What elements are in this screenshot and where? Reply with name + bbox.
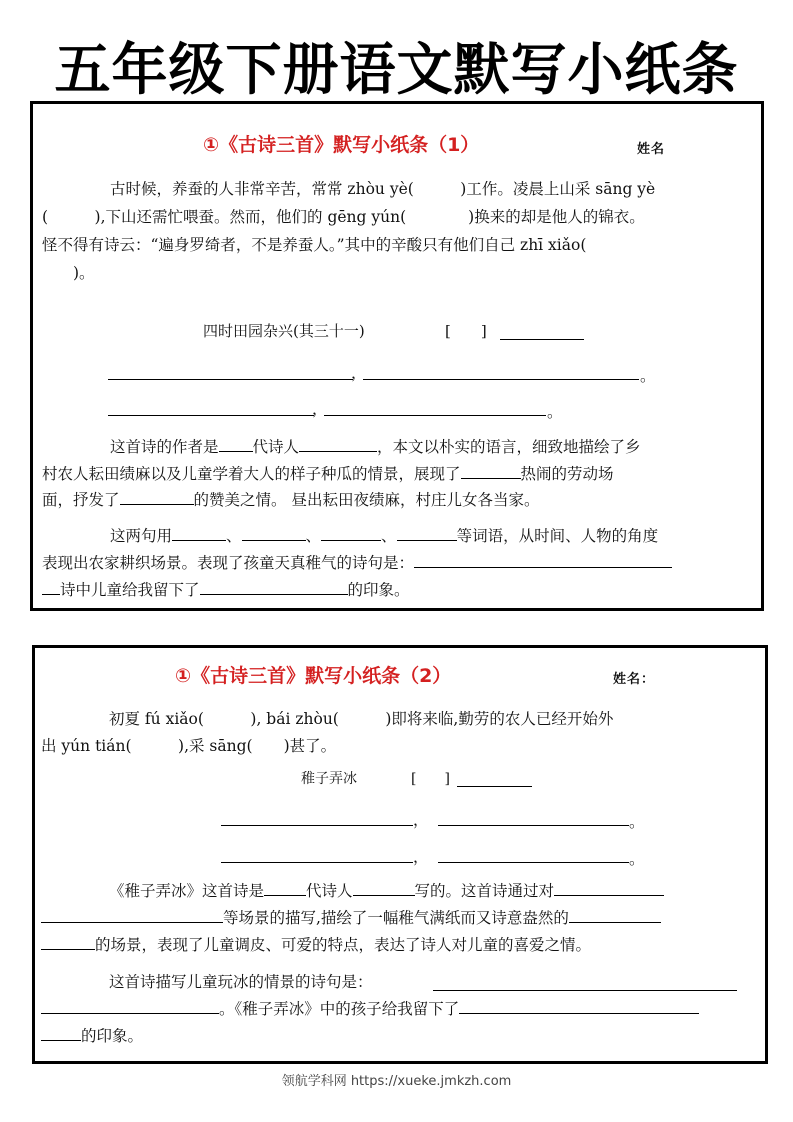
answer-blank[interactable] [41,1023,81,1041]
question-line [41,1022,143,1050]
footer-source: 领航学科网 https://xueke.jmkzh.com [281,1074,512,1089]
question-text: 面，抒发了 [42,491,120,509]
author-bracket: [ ] [411,771,450,787]
question-text: 等场景的描写,描绘了一幅稚气满纸而又诗意盎然的 [223,909,569,927]
passage-line: 古时候，养蚕的人非常辛苦，常常 zhòu yè( )工作。凌晨上山采 sāng yè [110,180,656,198]
question-line [42,486,539,514]
question-text: 的赞美之情。 昼出耘田夜绩麻，村庄儿女各当家。 [193,491,540,509]
period: 。 [547,403,563,421]
poem-line-blank[interactable] [108,415,314,416]
answer-blank[interactable] [459,996,699,1014]
dynasty-blank[interactable] [219,434,253,452]
period: 。 [629,813,645,831]
question-line [42,549,672,577]
answer-blank[interactable] [321,523,381,541]
passage-line: 初夏 fú xiǎo( ), bái zhòu( )即将来临,勤劳的农人已经开始外 [109,710,614,728]
poem-line-blank[interactable] [221,862,413,863]
answer-blank[interactable] [242,523,306,541]
question-line [109,968,373,996]
answer-blank[interactable] [414,550,672,568]
answer-blank[interactable] [397,523,457,541]
answer-blank[interactable] [41,996,219,1014]
author-blank[interactable] [457,786,532,787]
question-text: 表现出农家耕织场景。表现了孩童天真稚气的诗句是： [42,554,415,572]
poem-title: 四时田园杂兴(其三十一) [203,322,365,340]
answer-blank[interactable] [41,905,223,923]
poem-line-blank[interactable] [438,862,629,863]
question-text: 热闹的劳动场 [520,465,614,483]
question-text: 这首诗描写儿童玩冰的情景的诗句是： [109,973,373,991]
card-title: ①《古诗三首》默写小纸条（2） [175,665,452,687]
question-text: 村农人耘田绩麻以及儿童学着大人的样子种瓜的情景，展现了 [42,465,461,483]
question-text: 诗中儿童给我留下了 [60,581,200,599]
answer-blank[interactable] [42,577,60,595]
passage-line: ( ),下山还需忙喂蚕。然而，他们的 gēng yún( )换来的却是他人的锦衣。 [42,208,645,226]
page-title: 五年级下册语文默写小纸条 [54,38,739,103]
separator: 、 [226,527,242,545]
question-line [41,904,661,932]
poem-line-blank[interactable] [221,825,413,826]
question-line [110,433,641,461]
poet-blank[interactable] [353,878,415,896]
comma: ， [312,400,328,418]
question-text: 的印象。 [81,1027,144,1045]
question-text: 写的。这首诗通过对 [414,882,555,900]
question-text: 这首诗的作者是 [110,438,219,456]
question-text: 代诗人 [306,882,353,900]
comma: ， [413,848,429,866]
poem-line-blank[interactable] [108,379,353,380]
question-text: 的印象。 [347,581,410,599]
dictation-card-1 [30,101,764,611]
question-text: 代诗人 [252,438,300,456]
comma: ， [413,811,429,829]
question-text: 等词语，从时间、人物的角度 [456,527,659,545]
author-blank[interactable] [500,339,584,340]
name-label: 姓名 [637,142,666,157]
answer-blank[interactable] [172,523,226,541]
comma: ， [351,364,367,382]
author-bracket: [ ] [445,322,487,340]
answer-blank[interactable] [200,577,348,595]
poet-blank[interactable] [299,434,377,452]
name-label: 姓名： [613,672,656,687]
question-text: 《稚子弄冰》这首诗是 [109,882,265,900]
answer-blank[interactable] [120,487,194,505]
poem-line-blank[interactable] [363,379,639,380]
answer-blank[interactable] [461,461,521,479]
passage-line: 怪不得有诗云：“遍身罗绮者，不是养蚕人。”其中的辛酸只有他们自己 zhī xiǎo( [42,236,587,254]
question-line [42,460,614,488]
answer-blank[interactable] [554,878,664,896]
answer-blank[interactable] [41,932,95,950]
period: 。 [640,367,656,385]
separator: 、 [305,527,322,545]
card-title: ①《古诗三首》默写小纸条（1） [203,134,480,156]
question-text: 这两句用 [110,527,173,545]
answer-blank[interactable] [569,905,661,923]
answer-blank[interactable] [433,990,737,991]
question-text: 。《稚子弄冰》中的孩子给我留下了 [219,1000,460,1018]
poem-title: 稚子弄冰 [301,771,357,787]
poem-line-blank[interactable] [438,825,629,826]
poem-line-blank[interactable] [324,415,546,416]
question-line [109,877,664,905]
question-line [42,576,410,604]
separator: 、 [381,527,397,545]
period: 。 [629,850,645,868]
question-line [41,931,591,959]
question-text: 的场景，表现了儿童调皮、可爱的特点，表达了诗人对儿童的喜爱之情。 [95,936,592,954]
question-line [110,522,658,550]
dictation-card-2 [32,645,768,1064]
question-line [41,995,699,1023]
dynasty-blank[interactable] [264,878,306,896]
passage-line: )。 [42,264,95,282]
passage-line: 出 yún tián( ),采 sāng( )甚了。 [41,737,337,755]
question-text: ，本文以朴实的语言，细致地描绘了乡 [377,438,641,456]
